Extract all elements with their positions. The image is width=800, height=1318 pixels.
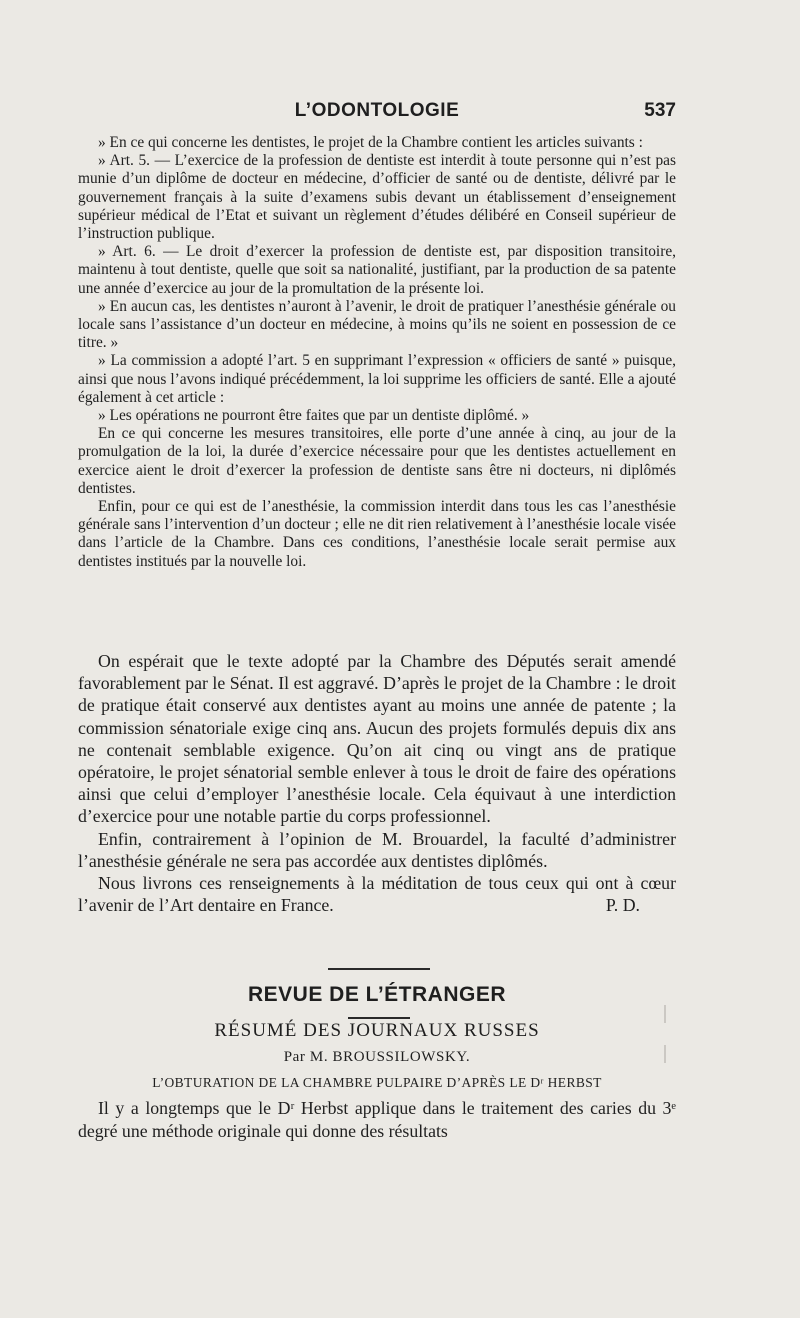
scan-artifact [664, 1005, 666, 1023]
subsection-divider [348, 1017, 410, 1019]
paragraph: » Art. 5. — L’exercice de la profession de dentiste est interdit à toute personne qui n’est pas munie d’un diplôme de docteur en médecine, d’officier de santé ou de dentiste, délivré par le gouvernement français à la suite d’examens subis devant un établissement d’enseignement supérieur médical de l’Etat et suivant un règlement d’études délibéré en Conseil supérieur de l’instruction publique. [78, 152, 676, 243]
paragraph: On espérait que le texte adopté par la Chambre des Députés serait amendé favorablement par le Sénat. Il est aggravé. D’après le projet de la Chambre : le droit de pratique était conservé aux dentistes ayant au moins une année de patente ; la commission sénatoriale exige cinq ans. Aucun des projets formulés depuis dix ans ne contenait semblable exigence. Qu’on ait cinq ou vingt ans de pratique opératoire, le projet sénatorial semble enlever à tous le droit de faire des opérations ainsi que celui d’employer l’anesthésie locale. Cela équivaut à une interdiction d’exercice pour une notable partie du corps professionnel. [78, 651, 676, 827]
paragraph: » La commission a adopté l’art. 5 en supprimant l’expression « officiers de santé » puisque, ainsi que nous l’avons indiqué précédemment, la loi supprime les officiers de santé. Elle a ajouté également à cet article : [78, 352, 676, 406]
paragraph: Enfin, pour ce qui est de l’anesthésie, la commission interdit dans tous les cas l’anesthésie générale sans l’intervention d’un docteur ; elle ne dit rien relativement à l’anesthésie locale visée dans l’article de la Chambre. Dans ces conditions, l’anesthésie locale serait permise aux dentistes institués par la nouvelle loi. [78, 498, 676, 570]
subsection-title: RÉSUMÉ DES JOURNAUX RUSSES [214, 1020, 540, 1041]
signature: P. D. [605, 895, 640, 916]
paragraph: En ce qui concerne les mesures transitoires, elle porte d’une année à cinq, au jour de la promulgation de la loi, la durée d’exercice nécessaire pour que les dentistes actuellement en exercice aient le droit d’exercer la profession de dentiste sans être ni docteurs, ni diplômés dentistes. [78, 425, 676, 497]
running-title: L’ODONTOLOGIE [294, 100, 460, 121]
page-number: 537 [644, 100, 676, 121]
paragraph: » En ce qui concerne les dentistes, le projet de la Chambre contient les articles suivants : [98, 134, 643, 151]
section-title: REVUE DE L’ÉTRANGER [247, 983, 507, 1006]
article-body [78, 1097, 676, 1142]
paragraph: » En aucun cas, les dentistes n’auront à l’avenir, le droit de pratiquer l’anesthésie générale ou locale sans l’assistance d’un docteur en médecine, à moins qu’ils ne soient en possession de ce titre. » [78, 297, 676, 352]
closing-paragraph [78, 872, 676, 916]
byline: Par M. BROUSSILOWSKY. [283, 1049, 471, 1065]
quoted-articles-block [78, 134, 676, 571]
page-header [78, 96, 676, 126]
paragraph: » Les opérations ne pourront être faites que par un dentiste diplômé. » [98, 407, 530, 425]
paragraph: Il y a longtemps que le Dʳ Herbst applique dans le traitement des caries du 3ᵉ degré une méthode originale qui donne des résultats [78, 1098, 676, 1141]
closing-text: Nous livrons ces renseignements à la méditation de tous ceux qui ont à cœur l’avenir de l’Art dentaire en France. [78, 873, 676, 916]
paragraph: Enfin, contrairement à l’opinion de M. Brouardel, la faculté d’administrer l’anesthésie générale ne sera pas accordée aux dentistes diplômés. [78, 828, 676, 871]
scan-artifact [664, 1045, 666, 1063]
article-heading: L’OBTURATION DE LA CHAMBRE PULPAIRE D’APRÈS LE Dʳ HERBST [152, 1075, 602, 1090]
paragraph: » Art. 6. — Le droit d’exercer la profession de dentiste est, par disposition transitoire, maintenu à tout dentiste, quelle que soit sa nationalité, justifiant, par la production de sa patente une année d’exercice au jour de la promultation de la présente loi. [78, 243, 676, 297]
commentary-block [78, 650, 676, 916]
section-divider [328, 968, 430, 970]
